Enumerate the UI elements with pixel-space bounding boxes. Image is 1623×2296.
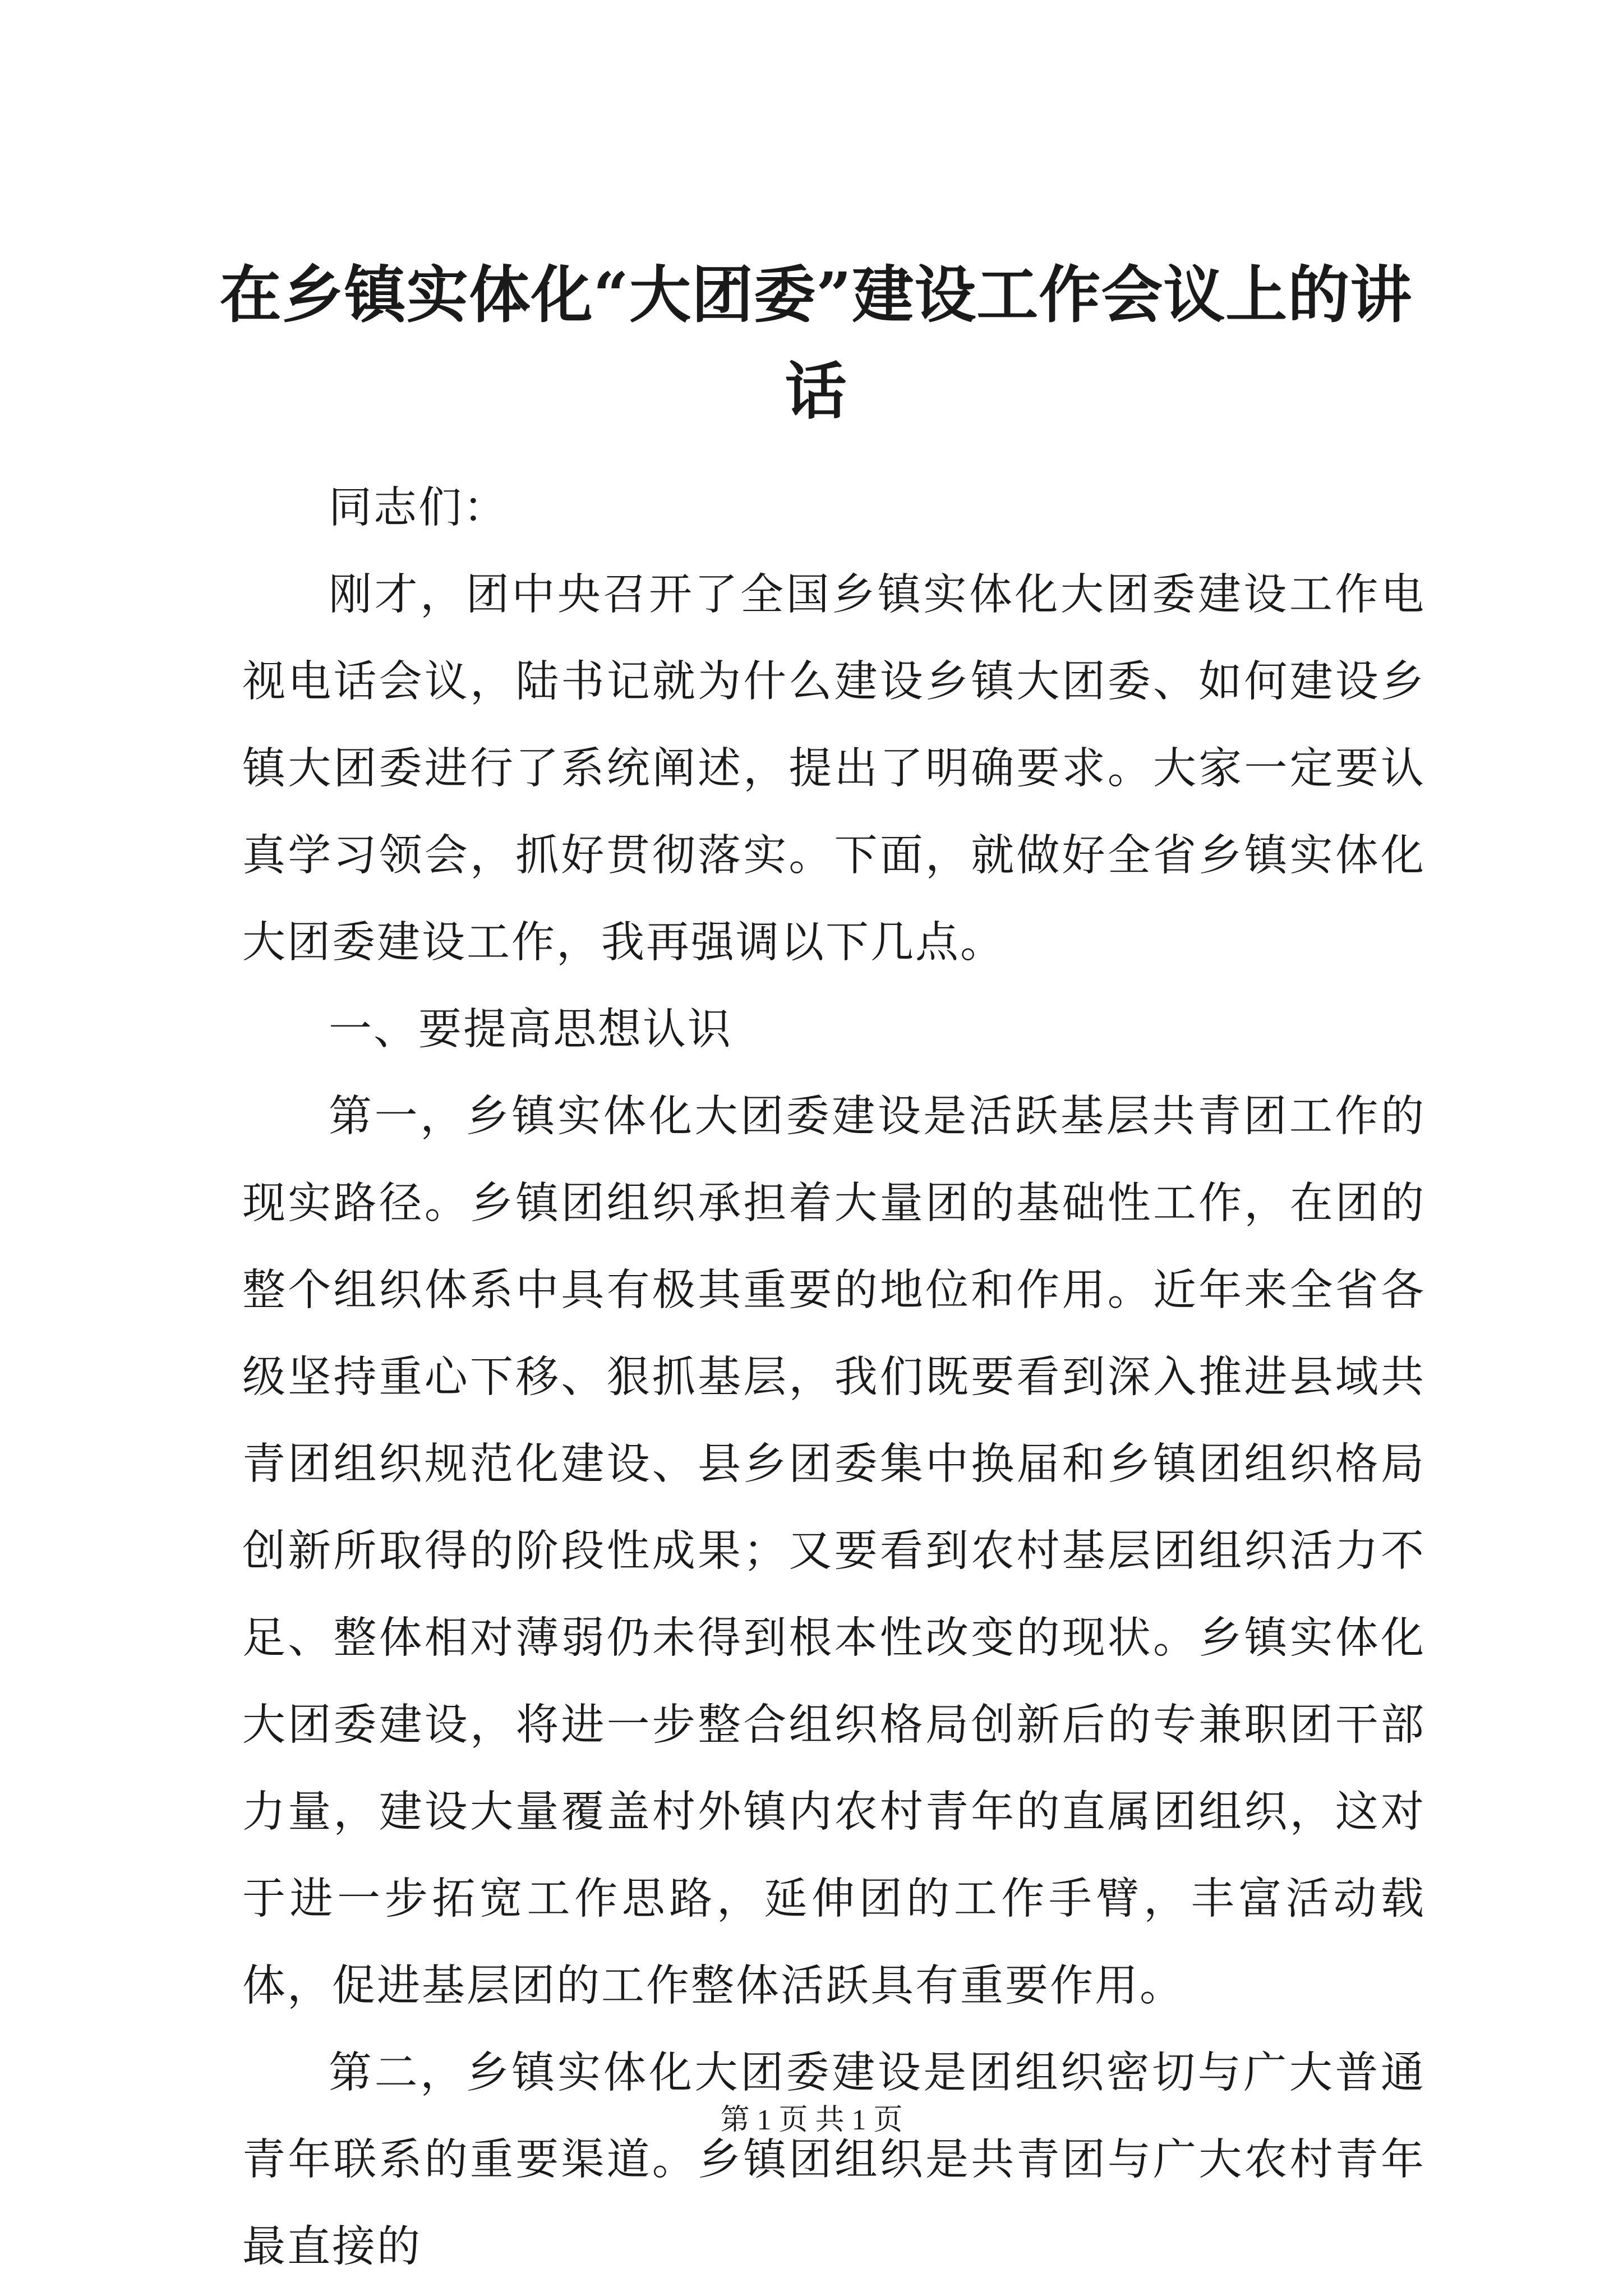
document-body [242, 464, 1426, 2290]
intro-paragraph: 刚才，团中央召开了全国乡镇实体化大团委建设工作电视电话会议，陆书记就为什么建设乡镇大团委、如何建设乡镇大团委进行了系统阐述，提出了明确要求。大家一定要认真学习领会，抓好贯彻落实。下面，就做好全省乡镇实体化大团委建设工作，我再强调以下几点。 [242, 570, 1426, 968]
document-title: 在乡镇实体化“大团委”建设工作会议上的讲话 [219, 259, 1413, 427]
salutation-paragraph: 同志们： [329, 483, 508, 533]
section-heading: 一、要提高思想认识 [329, 1005, 732, 1055]
second-point-paragraph: 第二，乡镇实体化大团委建设是团组织密切与广大普通青年联系的重要渠道。乡镇团组织是共青团与广大农村青年最直接的 [242, 2048, 1426, 2272]
first-point-paragraph: 第一，乡镇实体化大团委建设是活跃基层共青团工作的现实路径。乡镇团组织承担着大量团的基础性工作，在团的整个组织体系中具有极其重要的地位和作用。近年来全省各级坚持重心下移、狠抓基层，我们既要看到深入推进县域共青团组织规范化建设、县乡团委集中换届和乡镇团组织格局创新所取得的阶段性成果；又要看到农村基层团组织活力不足、整体相对薄弱仍未得到根本性改变的现状。乡镇实体化大团委建设，将进一步整合组织格局创新后的专兼职团干部力量，建设大量覆盖村外镇内农村青年的直属团组织，这对于进一步拓宽工作思路，延伸团的工作手臂，丰富活动载体，促进基层团的工作整体活跃具有重要作用。 [242, 1092, 1426, 2011]
page-number-footer: 第 1 页 共 1 页 [720, 2104, 903, 2136]
